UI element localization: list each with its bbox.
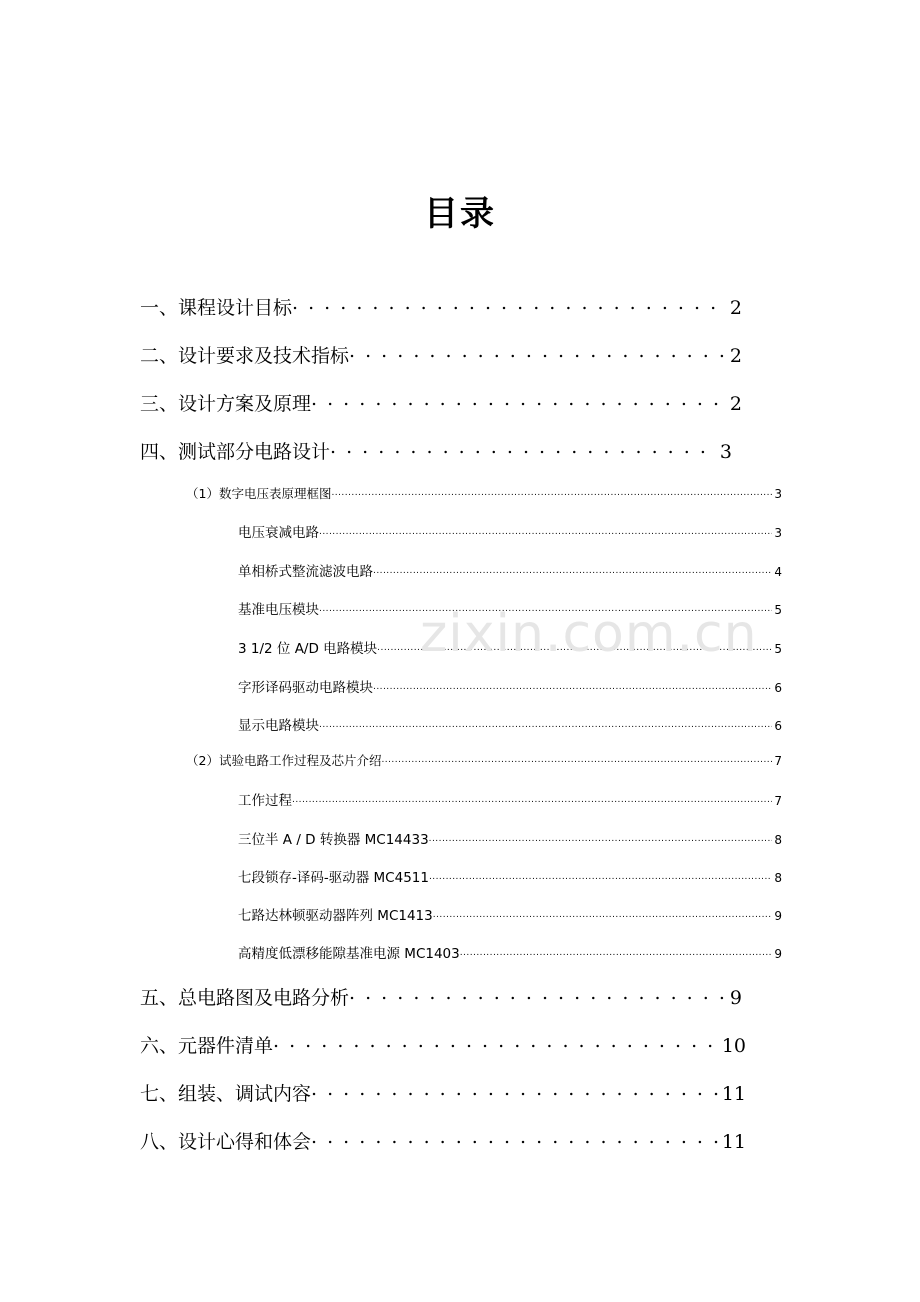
toc-entry-label: 三位半 A / D 转换器 MC14433 [238,832,429,848]
toc-entry-page: 8 [774,871,782,885]
toc-leader-dots [429,831,773,845]
toc-entry-page: 6 [774,719,782,733]
toc-entry-page: 9 [774,947,782,961]
toc-entry-15[interactable] [238,866,782,884]
toc-entry-page: 6 [774,681,782,695]
toc-entry-6[interactable] [238,521,782,539]
toc-entry-label: 一、课程设计目标 [140,297,293,319]
toc-entry-page: 3 [774,526,782,540]
toc-entry-8[interactable] [238,598,782,616]
toc-entry-13[interactable] [238,789,782,807]
toc-entry-label: 单相桥式整流滤波电路 [238,564,373,580]
toc-entry-page: 5 [774,642,782,656]
toc-entry-page: 5 [774,603,782,617]
toc-entry-20[interactable] [140,1079,746,1105]
toc-entry-page: 7 [774,794,782,808]
toc-entry-page: 11 [721,1131,746,1153]
page-title: 目录 [424,194,496,234]
toc-entry-label: 七、组装、调试内容 [140,1083,312,1105]
toc-entry-page: 2 [729,393,742,415]
toc-leader-dots [311,1081,718,1100]
toc-leader-dots [292,792,772,806]
toc-entry-label: （2）试验电路工作过程及芯片介绍 [186,753,382,768]
toc-entry-page: 3 [774,487,782,501]
toc-leader-dots [319,524,772,538]
toc-entry-label: 七路达林顿驱动器阵列 MC1413 [238,908,433,924]
toc-entry-page: 2 [729,345,742,367]
toc-entry-label: （1）数字电压表原理框图 [186,486,332,501]
toc-leader-dots [311,1129,718,1148]
toc-entry-page: 3 [719,441,732,463]
toc-leader-dots [460,945,773,959]
toc-entry-page: 4 [774,565,782,579]
toc-entry-label: 字形译码驱动电路模块 [238,680,373,696]
toc-entry-page: 2 [729,297,742,319]
toc-entry-label: 二、设计要求及技术指标 [140,345,350,367]
toc-leader-dots [373,679,772,693]
toc-entry-label: 显示电路模块 [238,718,319,734]
toc-leader-dots [311,391,726,410]
toc-entry-page: 8 [774,833,782,847]
toc-entry-label: 电压衰减电路 [238,525,319,541]
toc-leader-dots [377,640,772,654]
toc-leader-dots [429,869,772,883]
toc-entry-label: 3 1/2 位 A/D 电路模块 [238,641,378,657]
toc-leader-dots [349,985,726,1004]
toc-entry-2[interactable] [140,341,742,367]
toc-leader-dots [319,717,772,731]
toc-entry-12[interactable] [186,751,782,769]
toc-leader-dots [349,343,726,362]
toc-entry-16[interactable] [238,904,782,922]
toc-leader-dots [433,907,773,921]
toc-entry-4[interactable] [140,437,732,463]
toc-entry-19[interactable] [140,1031,746,1057]
toc-entry-3[interactable] [140,389,742,415]
toc-entry-7[interactable] [238,560,782,578]
toc-entry-11[interactable] [238,714,782,732]
toc-entry-18[interactable] [140,983,742,1009]
toc-entry-label: 基准电压模块 [238,602,319,618]
toc-leader-dots [319,601,772,615]
toc-entry-label: 四、测试部分电路设计 [140,441,331,463]
toc-leader-dots [292,295,726,314]
toc-entry-page: 9 [729,987,742,1009]
toc-entry-label: 七段锁存-译码-驱动器 MC4511 [238,870,429,886]
toc-leader-dots [273,1033,718,1052]
toc-entry-1[interactable] [140,293,742,319]
toc-entry-5[interactable] [186,484,782,502]
toc-entry-label: 五、总电路图及电路分析 [140,987,350,1009]
toc-entry-page: 9 [774,909,782,923]
toc-entry-page: 7 [774,754,782,768]
toc-entry-label: 工作过程 [238,793,292,809]
toc-entry-17[interactable] [238,942,782,960]
toc-entry-14[interactable] [238,828,782,846]
toc-leader-dots [331,486,772,499]
toc-entry-10[interactable] [238,676,782,694]
toc-entry-9[interactable] [238,637,782,655]
toc-entry-label: 八、设计心得和体会 [140,1131,312,1153]
toc-leader-dots [330,439,706,458]
toc-entry-page: 10 [721,1035,746,1057]
watermark: zixin.com.cn [420,604,758,664]
toc-leader-dots [373,563,772,577]
toc-entry-label: 三、设计方案及原理 [140,393,312,415]
toc-entry-label: 六、元器件清单 [140,1035,274,1057]
toc-entry-page: 11 [721,1083,746,1105]
toc-entry-21[interactable] [140,1127,746,1153]
toc-leader-dots [381,753,772,766]
toc-entry-label: 高精度低漂移能隙基准电源 MC1403 [238,946,460,962]
